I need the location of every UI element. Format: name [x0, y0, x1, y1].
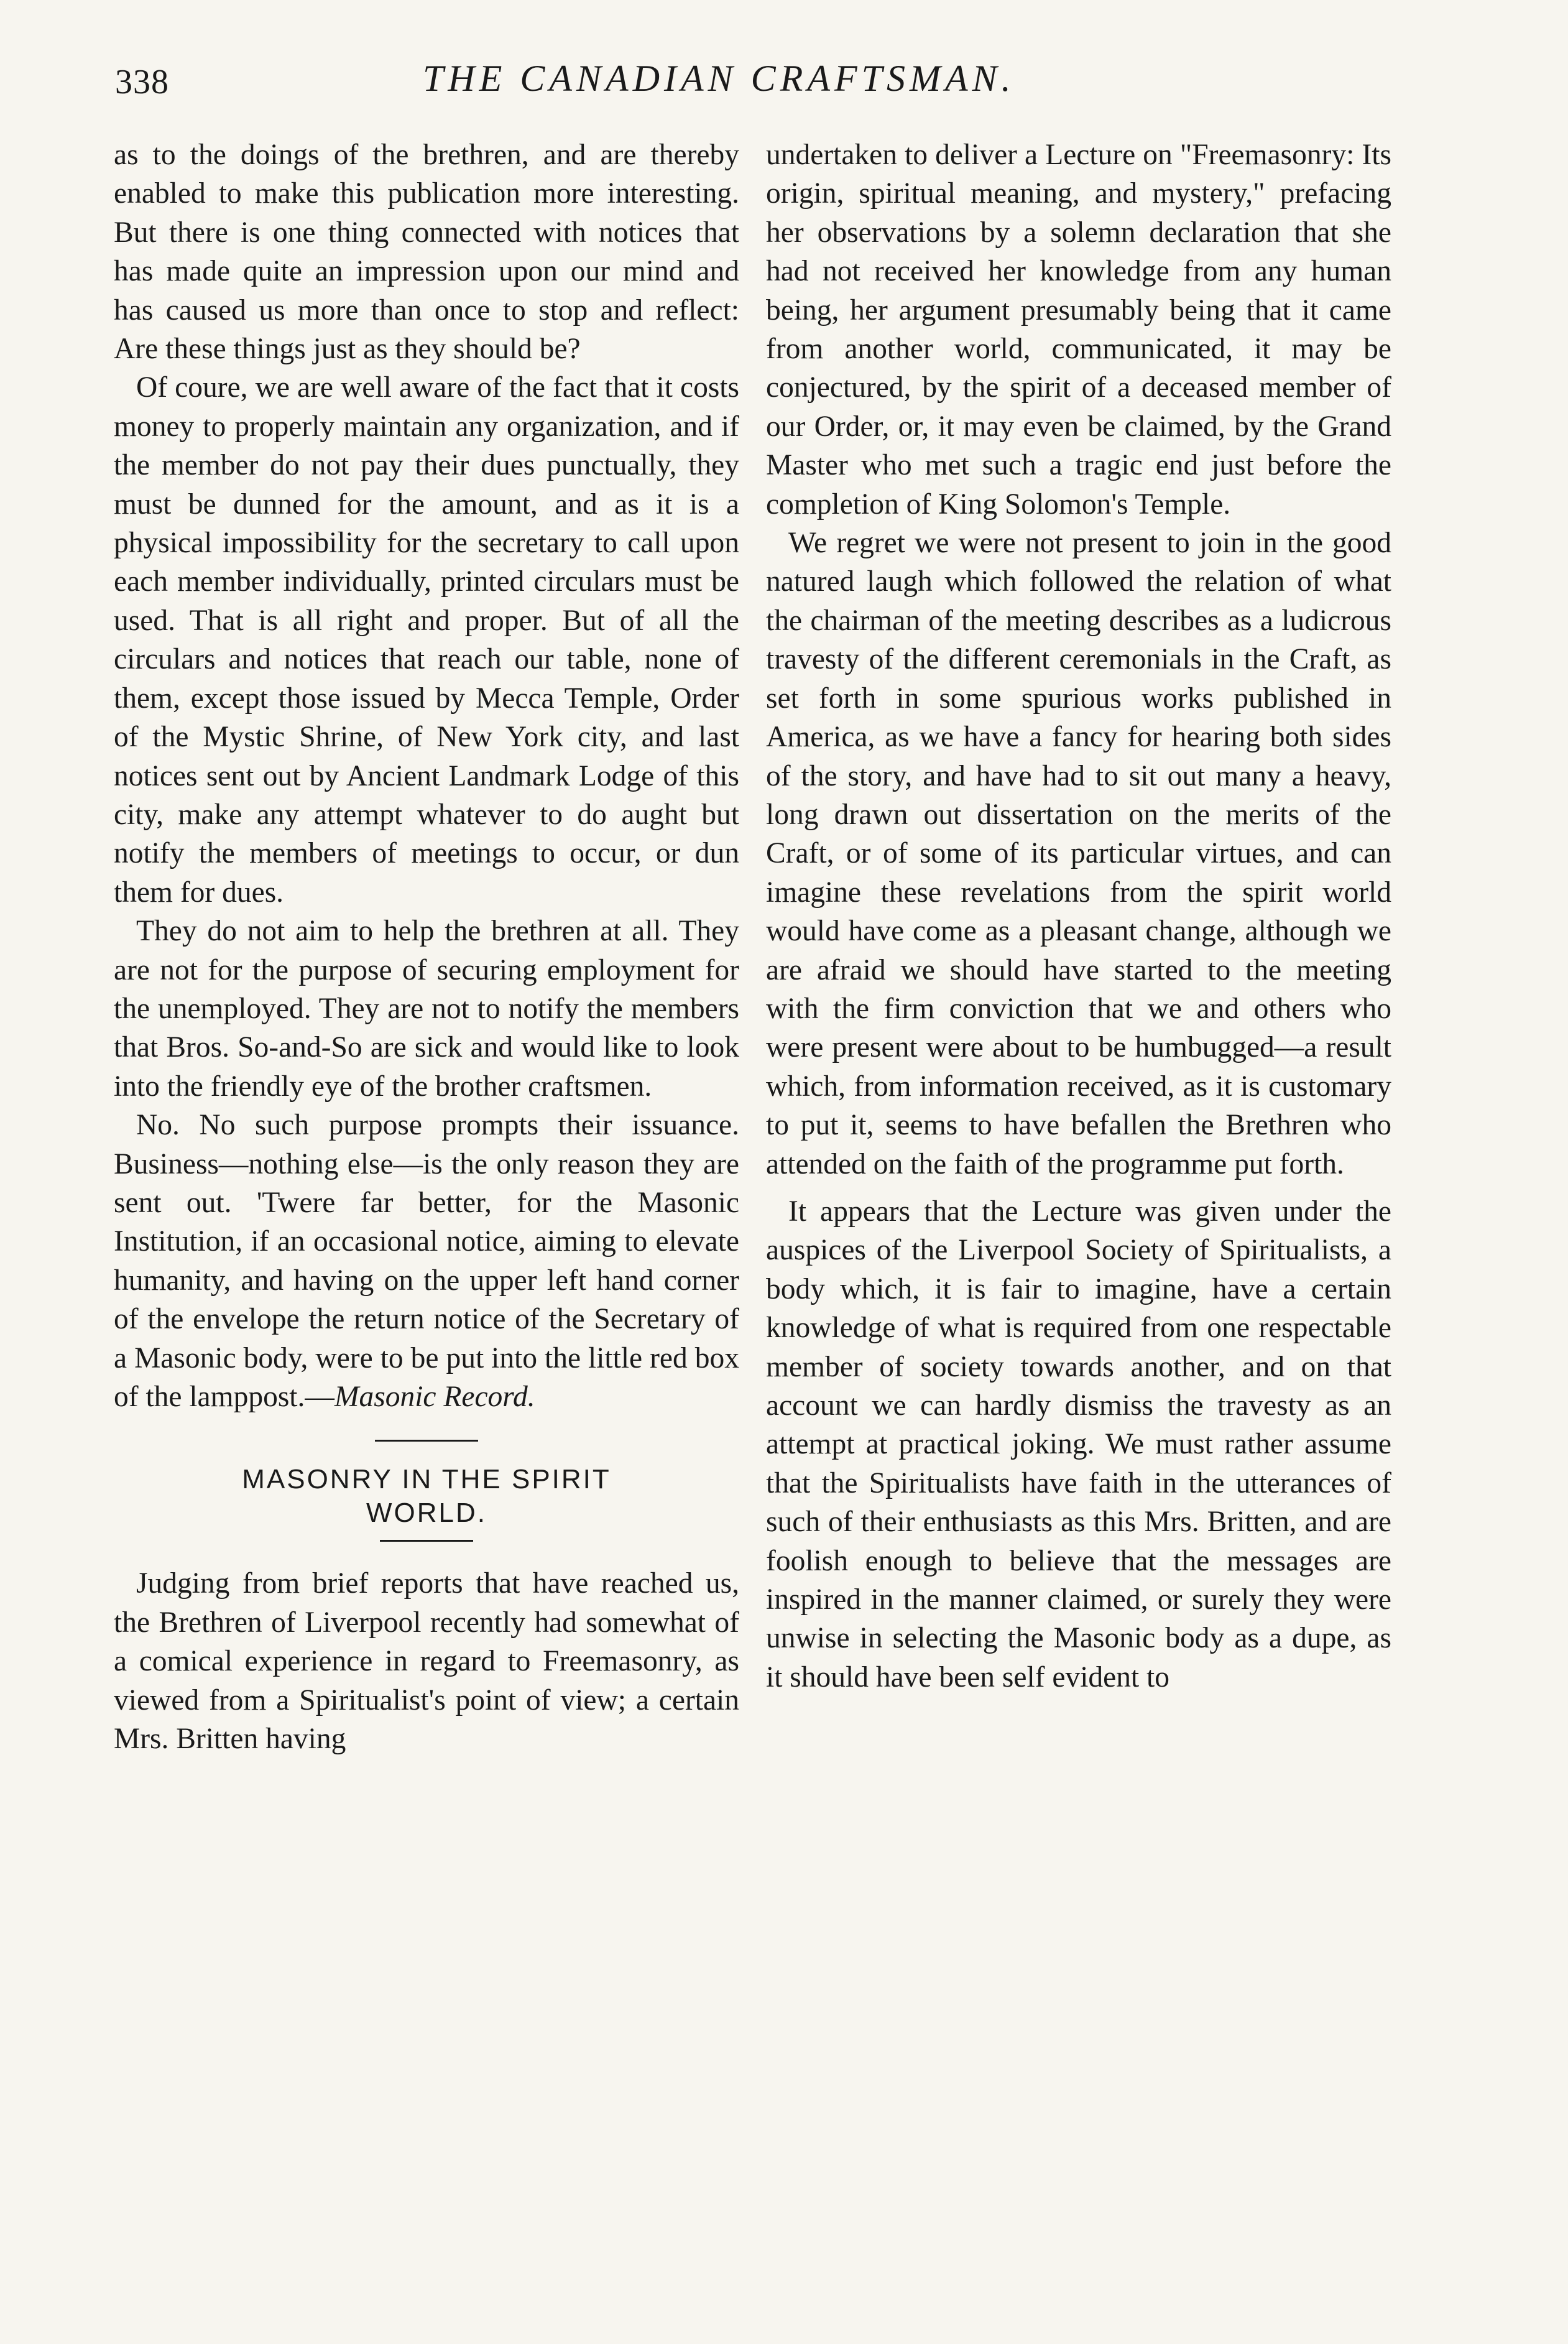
left-paragraph-4-text: No. No such purpose prompts their issuance. Business—nothing else—is the only reason they are sent out. 'Twere far better, for the Masonic Institution, if an occasional notice, aiming to elevate humanity, and having on the upper left hand corner of the envelope the return notice of the Secretary of a Masonic body, were to be put into the little red box of the lamppost.— — [114, 1109, 739, 1413]
source-citation: Masonic Record. — [334, 1381, 535, 1413]
right-paragraph-3: It appears that the Lecture was given under the auspices of the Liverpool Society of Spiritualists, a body which, it is fair to imagine, have a certain knowledge of what is required from one respectable member of society towards another, and on that account we can hardly dismiss the travesty as an attempt at practical joking. We must rather assume that the Spiritualists have faith in the utterances of such of their enthusiasts as this Mrs. Britten, and are foolish enough to believe that the messages are inspired in the manner claimed, or surely they were unwise in selecting the Masonic body as a dupe, as it should have been self evident to — [766, 1195, 1391, 1693]
left-paragraph-1: as to the doings of the brethren, and are thereby enabled to make this publication more interesting. But there is one thing connected with notices that has made quite an impression upon our mind and has caused us more than once to stop and reflect: Are these things just as they should be? — [114, 139, 739, 366]
section-divider-top — [375, 1440, 478, 1442]
left-paragraph-5: Judging from brief reports that have reached us, the Brethren of Liverpool recently had somewhat of a comical experience in regard to Freemasonry, as viewed from a Spiritualist's point of view; a certain Mrs. Britten having — [114, 1567, 739, 1756]
left-paragraph-2: Of coure, we are well aware of the fact that it costs money to properly maintain any organization, and if the member do not pay their dues punctually, they must be dunned for the amount, and as it is a physical impossibility for the secretary to call upon each member individually, printed circulars must be used. That is all right and proper. But of all the circulars and notices that reach our table, none of them, except those issued by Mecca Temple, Order of the Mystic Shrine, of New York city, and last notices sent out by Ancient Landmark Lodge of this city, make any attempt whatever to do aught but notify the members of meetings to occur, or dun them for dues. — [114, 371, 739, 909]
left-paragraph-4 — [114, 1106, 739, 1416]
running-title: THE CANADIAN CRAFTSMAN. — [423, 58, 1015, 99]
left-column — [114, 136, 739, 1758]
page-number: 338 — [115, 63, 169, 101]
section-title-line-1: MASONRY IN THE SPIRIT — [242, 1464, 611, 1495]
right-column — [766, 136, 1391, 1697]
page-header — [115, 57, 1405, 119]
section-title-line-2: WORLD. — [366, 1498, 487, 1529]
right-paragraph-2: We regret we were not present to join in the good natured laugh which followed the relation of what the chairman of the meeting describes as a ludicrous travesty of the different ceremonials in the Craft, as set forth in some spurious works published in America, as we have a fancy for hearing both sides of the story, and have had to sit out many a heavy, long drawn out dissertation on the merits of the Craft, or of some of its particular virtues, and can imagine these revelations from the spirit world would have come as a pleasant change, although we are afraid we should have started to the meeting with the firm conviction that we and others who were present were about to be humbugged—a result which, from information received, as it is customary to put it, seems to have befallen the Brethren who attended on the faith of the programme put forth. — [766, 527, 1391, 1180]
section-divider-bottom — [380, 1540, 473, 1542]
right-paragraph-1: undertaken to deliver a Lecture on "Freemasonry: Its origin, spiritual meaning, and mystery," prefacing her observations by a solemn declaration that she had not received her knowledge from any human being, her argument presumably being that it came from another world, communicated, it may be conjectured, by the spirit of a deceased member of our Order, or, it may even be claimed, by the Grand Master who met such a tragic end just before the completion of King Solomon's Temple. — [766, 139, 1391, 521]
left-paragraph-3: They do not aim to help the brethren at all. They are not for the purpose of securing employment for the unemployed. They are not to notify the members that Bros. So-and-So are sick and would like to look into the friendly eye of the brother craftsmen. — [114, 915, 739, 1103]
